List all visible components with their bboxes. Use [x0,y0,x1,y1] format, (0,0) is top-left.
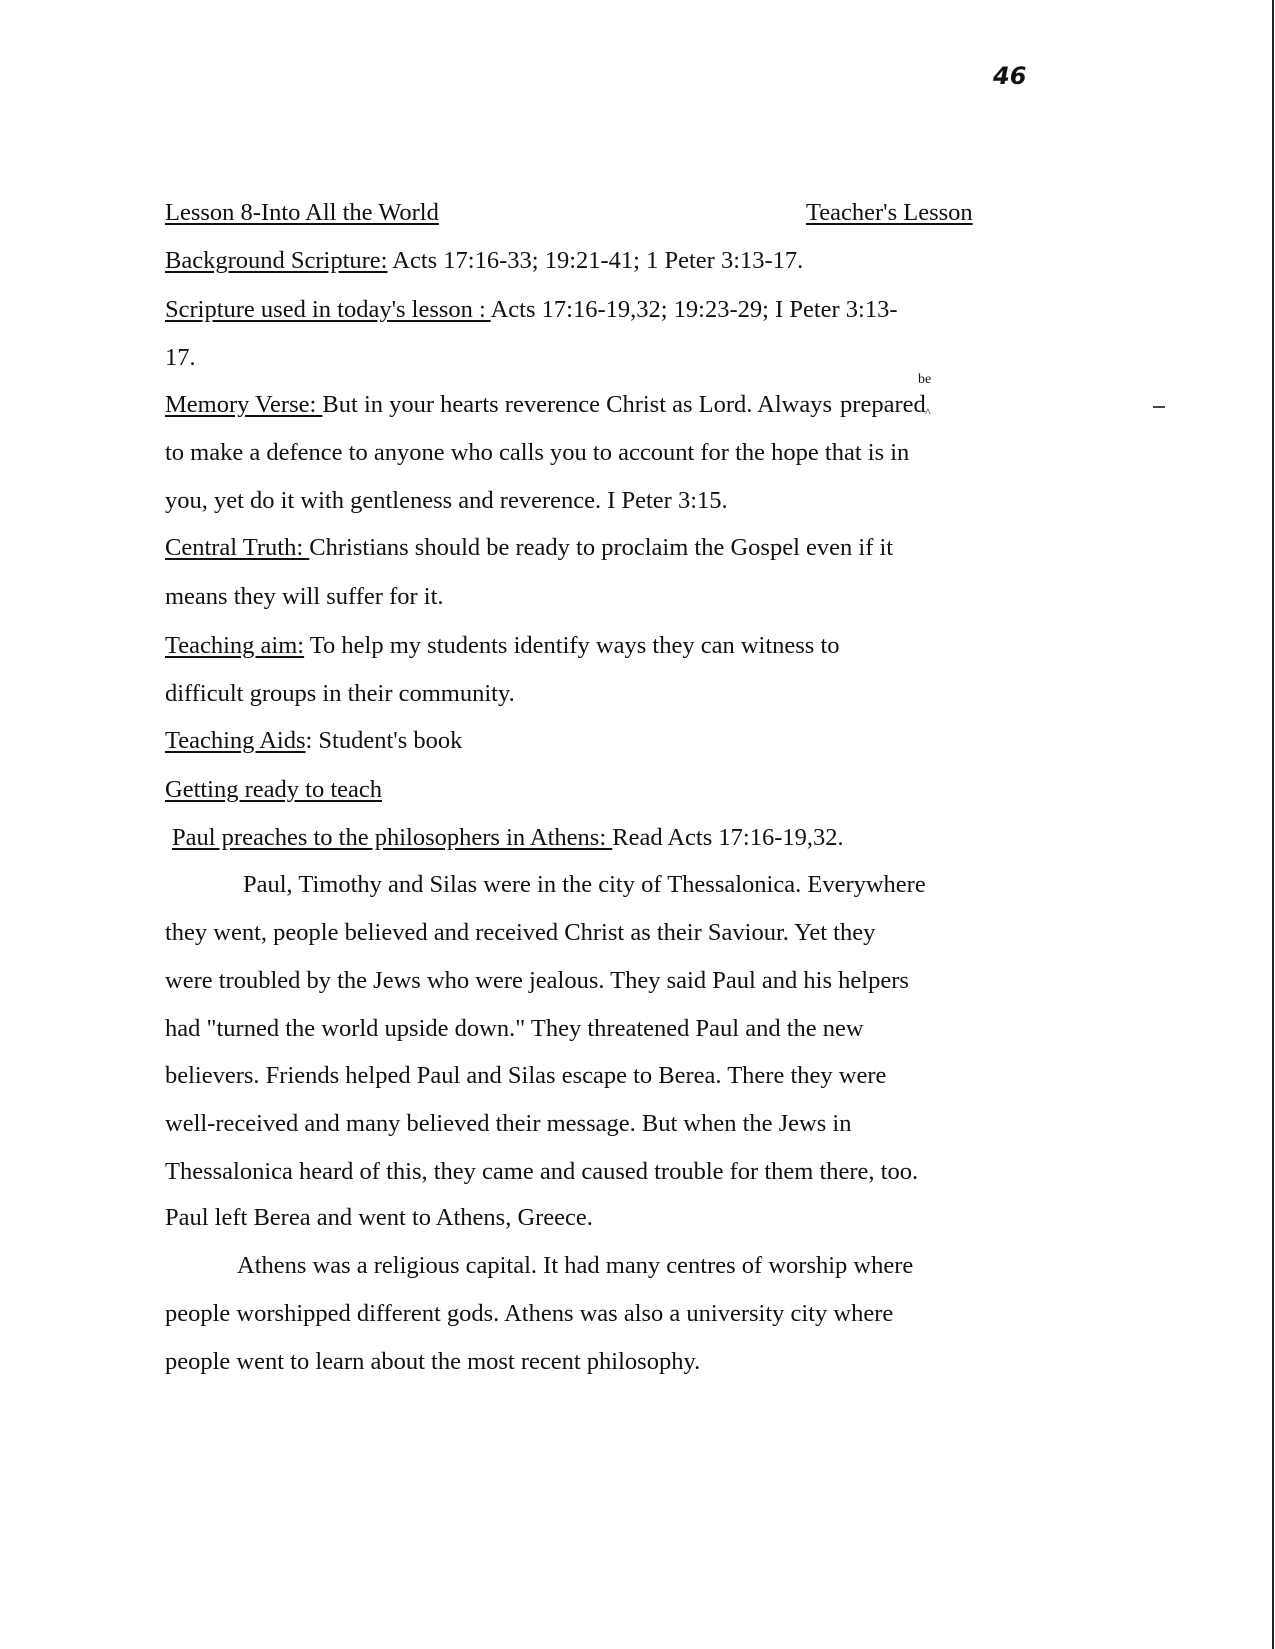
label: Paul preaches to the philosophers in Athens: [172,824,613,851]
label: Central Truth: [165,534,310,561]
scripture-used [165,295,898,325]
teaching-aim-cont: difficult groups in their community. [165,680,515,707]
label: Memory Verse: [165,391,323,418]
lesson-title [165,198,439,228]
text: Acts 17:16-33; 19:21-41; 1 Peter 3:13-17. [387,247,804,274]
lesson-title-text: Lesson 8-Into All the World [165,199,439,226]
paragraph-line: they went, people believed and received Christ as their Saviour. Yet they [165,919,876,946]
getting-ready-heading: Getting ready to teach [165,776,383,803]
paragraph-line: believers. Friends helped Paul and Silas escape to Berea. There they were [165,1062,887,1089]
memory-verse-line: you, yet do it with gentleness and reverence. I Peter 3:15. [165,487,728,514]
text: Christians should be ready to proclaim the Gospel even if it [309,534,894,561]
page-number: 46 [993,62,1027,90]
insertion-caret: ^ [925,405,931,419]
paragraph-line: Paul, Timothy and Silas were in the city of Thessalonica. Everywhere [243,871,926,898]
label: Background Scripture: [165,247,388,274]
label: Teaching aim: [165,632,305,659]
text: : Student's book [305,727,463,754]
text: Read Acts 17:16-19,32. [612,824,844,851]
margin-mark [1153,406,1165,408]
paragraph-line: Thessalonica heard of this, they came and caused trouble for them there, too. [165,1158,919,1185]
central-truth-cont: means they will suffer for it. [165,583,444,610]
label: Scripture used in today's lesson : [165,296,491,323]
memory-verse [165,390,926,420]
paragraph-line: Athens was a religious capital. It had many centres of worship where [237,1252,914,1279]
paragraph-line: people worshipped different gods. Athens was also a university city where [165,1300,894,1327]
page-edge-line [1272,0,1274,1649]
text-end: prepared [840,391,926,418]
text: To help my students identify ways they can witness to [304,632,840,659]
lesson-type: Teacher's Lesson [806,199,973,226]
paragraph-line: were troubled by the Jews who were jealous. They said Paul and his helpers [165,967,909,994]
text: But in your hearts reverence Christ as Lord. Always [322,391,833,418]
memory-verse-line: to make a defence to anyone who calls you to account for the hope that is in [165,439,910,466]
paragraph-line: people went to learn about the most recent philosophy. [165,1348,701,1375]
paragraph-line: had "turned the world upside down." They threatened Paul and the new [165,1015,864,1042]
paragraph-line: Paul left Berea and went to Athens, Greece. [165,1204,593,1231]
paragraph-line: well-received and many believed their message. But when the Jews in [165,1110,852,1137]
label: Teaching Aids [165,727,306,754]
scripture-used-cont: 17. [165,344,196,371]
section-heading [172,823,844,853]
handwritten-insertion: be [918,372,932,387]
teaching-aids [165,726,462,756]
teaching-aim [165,631,840,661]
central-truth [165,533,893,563]
background-scripture [165,246,803,276]
text: Acts 17:16-19,32; 19:23-29; I Peter 3:13- [490,296,898,323]
